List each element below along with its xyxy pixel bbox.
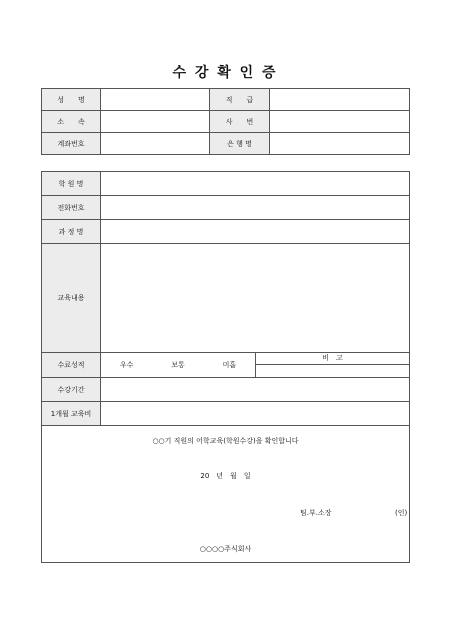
bank-field[interactable]	[270, 133, 410, 155]
bank-label: 은 행 명	[210, 133, 270, 155]
content-field[interactable]	[101, 244, 410, 353]
employee-info-table	[41, 88, 410, 155]
remark-field[interactable]	[256, 365, 409, 377]
period-label: 수강기간	[42, 378, 101, 402]
grade-option-grid	[101, 360, 255, 370]
table-row	[42, 172, 410, 196]
date-line: 20 년 월 일	[200, 472, 251, 480]
table-row	[42, 133, 410, 155]
table-row	[42, 244, 410, 353]
table-row	[42, 378, 410, 402]
remark-cell	[256, 353, 410, 378]
table-row	[42, 196, 410, 220]
monthly-fee-field[interactable]	[101, 402, 410, 426]
course-info-table	[41, 171, 410, 563]
table-row	[42, 220, 410, 244]
monthly-fee-label: 1개월 교육비	[42, 402, 101, 426]
employee-id-field[interactable]	[270, 111, 410, 133]
name-field[interactable]	[101, 89, 210, 111]
remark-label: 비 고	[256, 353, 409, 365]
account-label: 계좌번호	[42, 133, 101, 155]
name-label: 성 명	[42, 89, 101, 111]
position-field[interactable]	[270, 89, 410, 111]
table-row	[42, 353, 410, 378]
grade-option-average[interactable]: 보통	[171, 361, 185, 369]
grade-option-excellent[interactable]: 우수	[119, 361, 134, 369]
course-name-field[interactable]	[101, 220, 410, 244]
grade-label: 수료성적	[42, 353, 101, 378]
table-row	[42, 89, 410, 111]
period-field[interactable]	[101, 378, 410, 402]
confirmation-section	[42, 426, 410, 563]
grade-option-poor[interactable]: 미흡	[222, 361, 237, 369]
confirmation-statement: ○○기 직원의 어학교육(학원수강)을 확인합니다	[152, 437, 299, 445]
department-field[interactable]	[101, 111, 210, 133]
document-title: 수 강 확 인 증	[172, 65, 278, 81]
employee-id-label: 사 번	[210, 111, 270, 133]
manager-label: 팀.부.소장	[300, 509, 332, 517]
seal-label: (인)	[395, 509, 408, 517]
company-name: ○○○○주식회사	[199, 545, 252, 553]
content-label: 교육내용	[42, 244, 101, 353]
table-row	[42, 426, 410, 563]
grade-options	[101, 353, 256, 378]
course-name-label: 과 정 명	[42, 220, 101, 244]
school-field[interactable]	[101, 172, 410, 196]
table-row	[42, 111, 410, 133]
school-label: 학 원 명	[42, 172, 101, 196]
table-row	[42, 402, 410, 426]
department-label: 소 속	[42, 111, 101, 133]
account-field[interactable]	[101, 133, 210, 155]
position-label: 직 급	[210, 89, 270, 111]
phone-field[interactable]	[101, 196, 410, 220]
phone-label: 전화번호	[42, 196, 101, 220]
